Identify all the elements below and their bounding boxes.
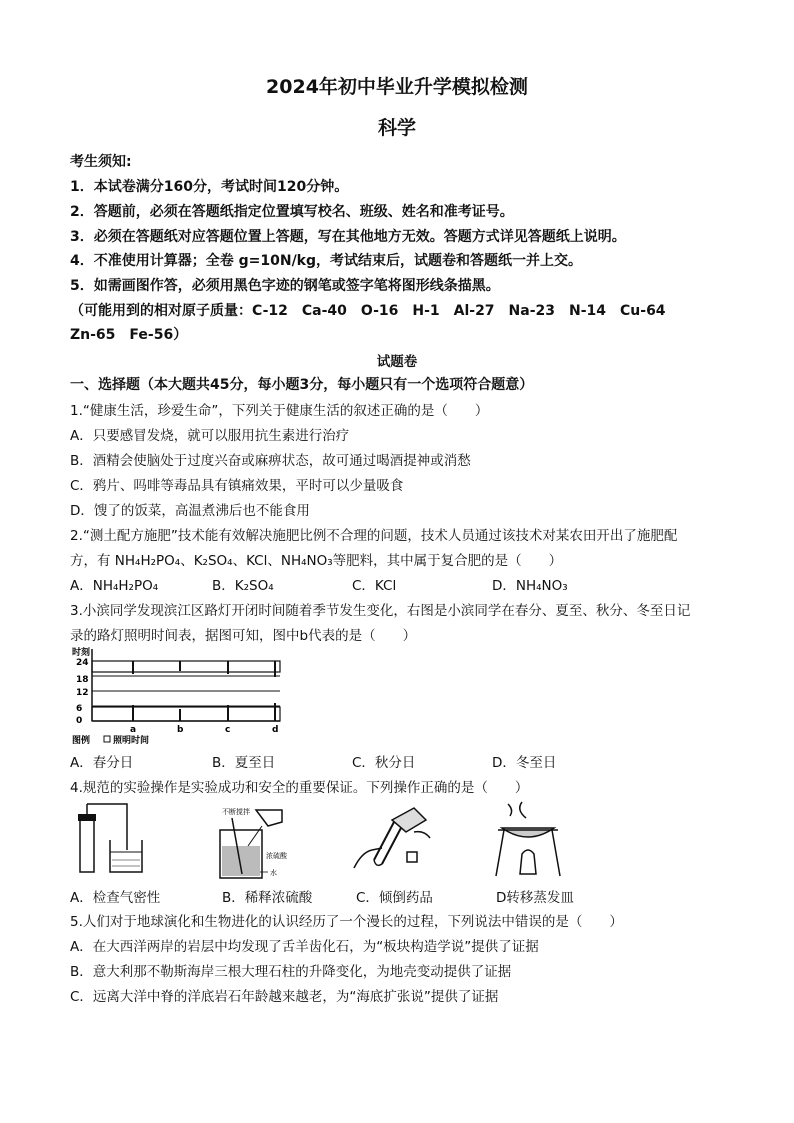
xtick-label: d <box>272 725 279 735</box>
option-b: B．意大利那不勒斯海岸三根大理石柱的升降变化，为地壳变动提供了证据 <box>70 964 512 980</box>
legend-label: 照明时间 <box>113 736 150 745</box>
figure-stroke <box>248 826 262 846</box>
street-light-figure <box>70 645 290 745</box>
legend-swatch <box>104 736 110 742</box>
ytick-label: 12 <box>76 688 89 698</box>
option-d: D．NH₄NO₃ <box>492 578 568 594</box>
option-b: B．夏至日 <box>212 755 276 771</box>
question-stem: 2.“测土配方施肥”技术能有效解决施肥比例不合理的问题，技术人员通过该技术对某农田开出了施肥配 <box>70 528 678 544</box>
question-stem: 1.“健康生活，珍爱生命”，下列关于健康生活的叙述正确的是（ ） <box>70 403 489 419</box>
question-stem: 5.人们对于地球演化和生物进化的认识经历了一个漫长的过程，下列说法中错误的是（ ） <box>70 914 623 930</box>
figure-stroke <box>407 852 417 862</box>
figure-stroke <box>374 822 394 860</box>
figure-label: 浓硫酸 <box>266 852 287 860</box>
option-c: C．KCl <box>352 578 397 594</box>
figure-stroke <box>256 810 282 826</box>
notice-item: 3．必须在答题纸对应答题位置上答题，写在其他地方无效。答题方式详见答题纸上说明。 <box>70 229 626 245</box>
figure-stroke <box>382 826 402 864</box>
option-a: A．NH₄H₂PO₄ <box>70 578 159 594</box>
notice-item: 1．本试卷满分160分，考试时间120分钟。 <box>70 179 349 195</box>
section-heading: 一、选择题（本大题共45分，每小题3分，每小题只有一个选项符合题意） <box>70 377 534 393</box>
question-stem: 方，有 NH₄H₂PO₄、K₂SO₄、KCl、NH₄NO₃等肥料，其中属于复合肥的是（ ） <box>70 553 563 569</box>
exam-title: 2024年初中毕业升学模拟检测 <box>266 76 528 98</box>
option-a: A．在大西洋两岸的岩层中均发现了舌羊齿化石，为“板块构造学说”提供了证据 <box>70 939 539 955</box>
figure-stroke <box>496 830 504 876</box>
subject-title: 科学 <box>377 117 416 139</box>
figure-stroke <box>374 860 382 865</box>
option-a: A．检查气密性 <box>70 890 161 906</box>
figure-stroke <box>78 814 96 821</box>
notice-heading: 考生须知: <box>70 154 132 170</box>
figure-stroke <box>110 840 142 872</box>
ytick-label: 6 <box>76 704 83 714</box>
figure-stroke <box>552 830 560 876</box>
option-c: C．秋分日 <box>352 755 416 771</box>
notice-item: 4．不准使用计算器；全卷 g=10N/kg，考试结束后，试题卷和答题纸一并上交。 <box>70 253 583 269</box>
notice-item: 5．如需画图作答，必须用黑色字迹的钢笔或签字笔将图形线条描黑。 <box>70 278 500 294</box>
figure-label: 不断搅拌 <box>222 808 250 816</box>
night-band-top <box>92 661 280 672</box>
figure-ylabel: 时刻 <box>72 648 91 658</box>
figure-stroke <box>414 832 430 838</box>
option-b: B．酒精会使脑处于过度兴奋或麻痹状态，故可通过喝酒提神或消愁 <box>70 453 471 469</box>
option-d: D转移蒸发皿 <box>496 890 574 906</box>
xtick-label: a <box>130 725 137 735</box>
ytick-label: 18 <box>76 675 89 685</box>
paper-label: 试题卷 <box>376 354 418 370</box>
question-stem: 录的路灯照明时间表，据图可知，图中b代表的是（ ） <box>70 628 417 644</box>
figure-stroke <box>520 850 536 874</box>
option-b: B．K₂SO₄ <box>212 578 274 594</box>
question-stem: 3.小滨同学发现滨江区路灯开闭时间随着季节发生变化，右图是小滨同学在春分、夏至、秋分、冬至日记 <box>70 603 691 619</box>
night-band-bottom <box>92 707 280 721</box>
figure-stroke <box>80 820 94 872</box>
option-d: D．冬至日 <box>492 755 557 771</box>
atomic-mass-line: （可能用到的相对原子质量：C-12 Ca-40 O-16 H-1 Al-27 Na-23 N-14 Cu-64 <box>70 303 666 319</box>
option-b: B．稀释浓硫酸 <box>222 890 313 906</box>
ytick-label: 24 <box>76 658 89 668</box>
ytick-label: 0 <box>76 716 83 726</box>
notice-item: 2．答题前，必须在答题纸指定位置填写校名、班级、姓名和准考证号。 <box>70 204 514 220</box>
airtightness-figure <box>72 800 152 880</box>
figure-label: 水 <box>270 869 277 877</box>
figure-stroke <box>508 804 512 816</box>
figure-stroke <box>87 804 127 850</box>
pour-reagent-figure <box>352 802 442 882</box>
option-c: C．鸦片、吗啡等毒品具有镇痛效果，平时可以少量吸食 <box>70 478 404 494</box>
legend-prefix: 图例 <box>72 736 91 745</box>
xtick-label: b <box>177 725 184 735</box>
figure-stroke <box>392 808 426 832</box>
option-c: C．倾倒药品 <box>356 890 433 906</box>
option-a: A．只要感冒发烧，就可以服用抗生素进行治疗 <box>70 428 350 444</box>
dilute-acid-figure <box>212 806 308 882</box>
question-stem: 4.规范的实验操作是实验成功和安全的重要保证。下列操作正确的是（ ） <box>70 780 529 796</box>
option-a: A．春分日 <box>70 755 134 771</box>
option-c: C．远离大洋中脊的洋底岩石年龄越来越老，为“海底扩张说”提供了证据 <box>70 989 499 1005</box>
xtick-label: c <box>225 725 231 735</box>
figure-stroke <box>520 802 526 818</box>
evaporating-dish-figure <box>492 800 564 882</box>
option-d: D．馊了的饭菜，高温煮沸后也不能食用 <box>70 503 310 519</box>
atomic-mass-line: Zn-65 Fe-56） <box>70 327 188 343</box>
